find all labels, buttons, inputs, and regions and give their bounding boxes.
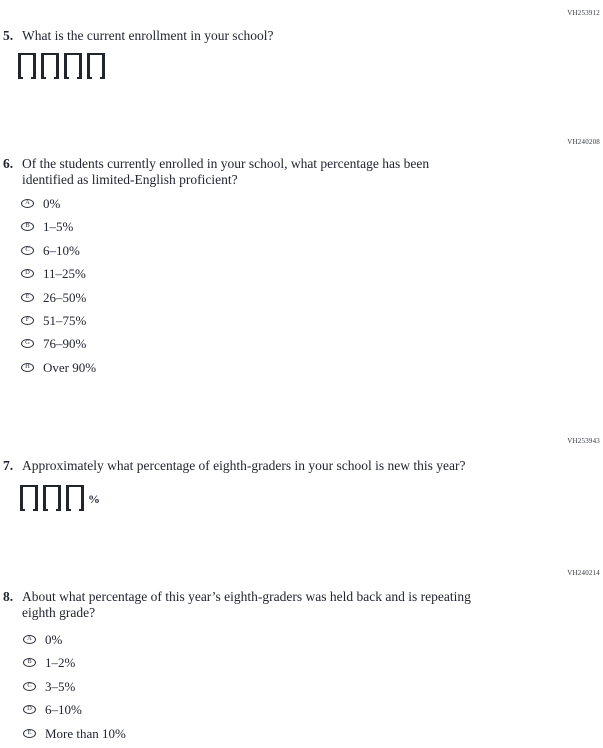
q7-digit-box-1[interactable] [20, 485, 38, 511]
q5-digit-box-4[interactable] [87, 53, 105, 79]
q7-digit-box-3[interactable] [66, 485, 84, 511]
q6-option-e-bubble[interactable]: E [21, 293, 34, 302]
question-7-number: 7. [3, 458, 14, 473]
q6-option-h-label: Over 90% [43, 359, 97, 375]
q6-option-h [21, 361, 96, 374]
q6-option-c [21, 244, 80, 257]
q6-option-g-bubble[interactable]: G [21, 339, 34, 348]
question-5-text: What is the current enrollment in your school? [22, 28, 274, 43]
q6-option-b [21, 220, 73, 233]
q6-option-g-label: 76–90% [43, 335, 87, 351]
q8-option-b-bubble[interactable]: B [23, 658, 36, 667]
q6-option-e-label: 26–50% [43, 289, 87, 305]
q5-digit-box-2[interactable] [41, 53, 59, 79]
q8-option-b [23, 656, 75, 669]
q8-option-e [23, 727, 126, 740]
q6-option-h-bubble[interactable]: H [21, 363, 34, 372]
item-code-q7: VH253943 [567, 437, 600, 445]
q6-option-d-label: 11–25% [43, 265, 86, 281]
q8-option-c-bubble[interactable]: C [23, 682, 36, 691]
q5-digit-box-3[interactable] [64, 53, 82, 79]
q8-option-c-label: 3–5% [45, 678, 76, 694]
item-code-q8: VH240214 [567, 569, 600, 577]
q8-option-d [23, 703, 82, 716]
q6-option-b-label: 1–5% [43, 218, 74, 234]
question-8-text-line1: About what percentage of this year’s eighth-graders was held back and is repeating [22, 589, 471, 604]
q7-percentage-entry [20, 485, 84, 511]
question-5-number: 5. [3, 28, 14, 43]
q6-option-a [21, 197, 60, 210]
q5-enrollment-entry [18, 53, 105, 79]
q6-option-g [21, 337, 86, 350]
q8-option-d-bubble[interactable]: D [23, 705, 36, 714]
q8-option-a-label: 0% [45, 631, 63, 647]
item-code-q6: VH240208 [567, 138, 600, 146]
q8-option-c [23, 680, 75, 693]
q6-option-e [21, 291, 86, 304]
q8-option-b-label: 1–2% [45, 654, 76, 670]
q6-option-d [21, 267, 86, 280]
question-6-number: 6. [3, 156, 14, 171]
question-6-text-line1: Of the students currently enrolled in your school, what percentage has been [22, 156, 430, 171]
q6-option-f-label: 51–75% [43, 312, 87, 328]
question-6-text-line2: identified as limited-English proficient? [22, 171, 238, 187]
q7-digit-box-2[interactable] [43, 485, 61, 511]
q6-option-a-label: 0% [43, 195, 61, 211]
q8-option-e-bubble[interactable]: E [23, 729, 36, 738]
q5-digit-box-1[interactable] [18, 53, 36, 79]
q7-percent-sign: % [88, 492, 100, 506]
q6-option-a-bubble[interactable]: A [21, 199, 34, 208]
q6-option-f-bubble[interactable]: F [21, 316, 34, 325]
q8-option-a [23, 633, 62, 646]
question-8-number: 8. [3, 589, 14, 604]
q6-option-c-bubble[interactable]: C [21, 246, 34, 255]
item-code-q5: VH253912 [567, 9, 600, 17]
q6-option-d-bubble[interactable]: D [21, 269, 34, 278]
question-8-text-line2: eighth grade? [22, 604, 96, 620]
q8-option-e-label: More than 10% [45, 725, 126, 741]
question-7-text: Approximately what percentage of eighth-graders in your school is new this year? [22, 458, 466, 473]
q6-option-c-label: 6–10% [43, 242, 80, 258]
q6-option-b-bubble[interactable]: B [21, 222, 34, 231]
q8-option-a-bubble[interactable]: A [23, 635, 36, 644]
q6-option-f [21, 314, 86, 327]
q8-option-d-label: 6–10% [45, 701, 82, 717]
